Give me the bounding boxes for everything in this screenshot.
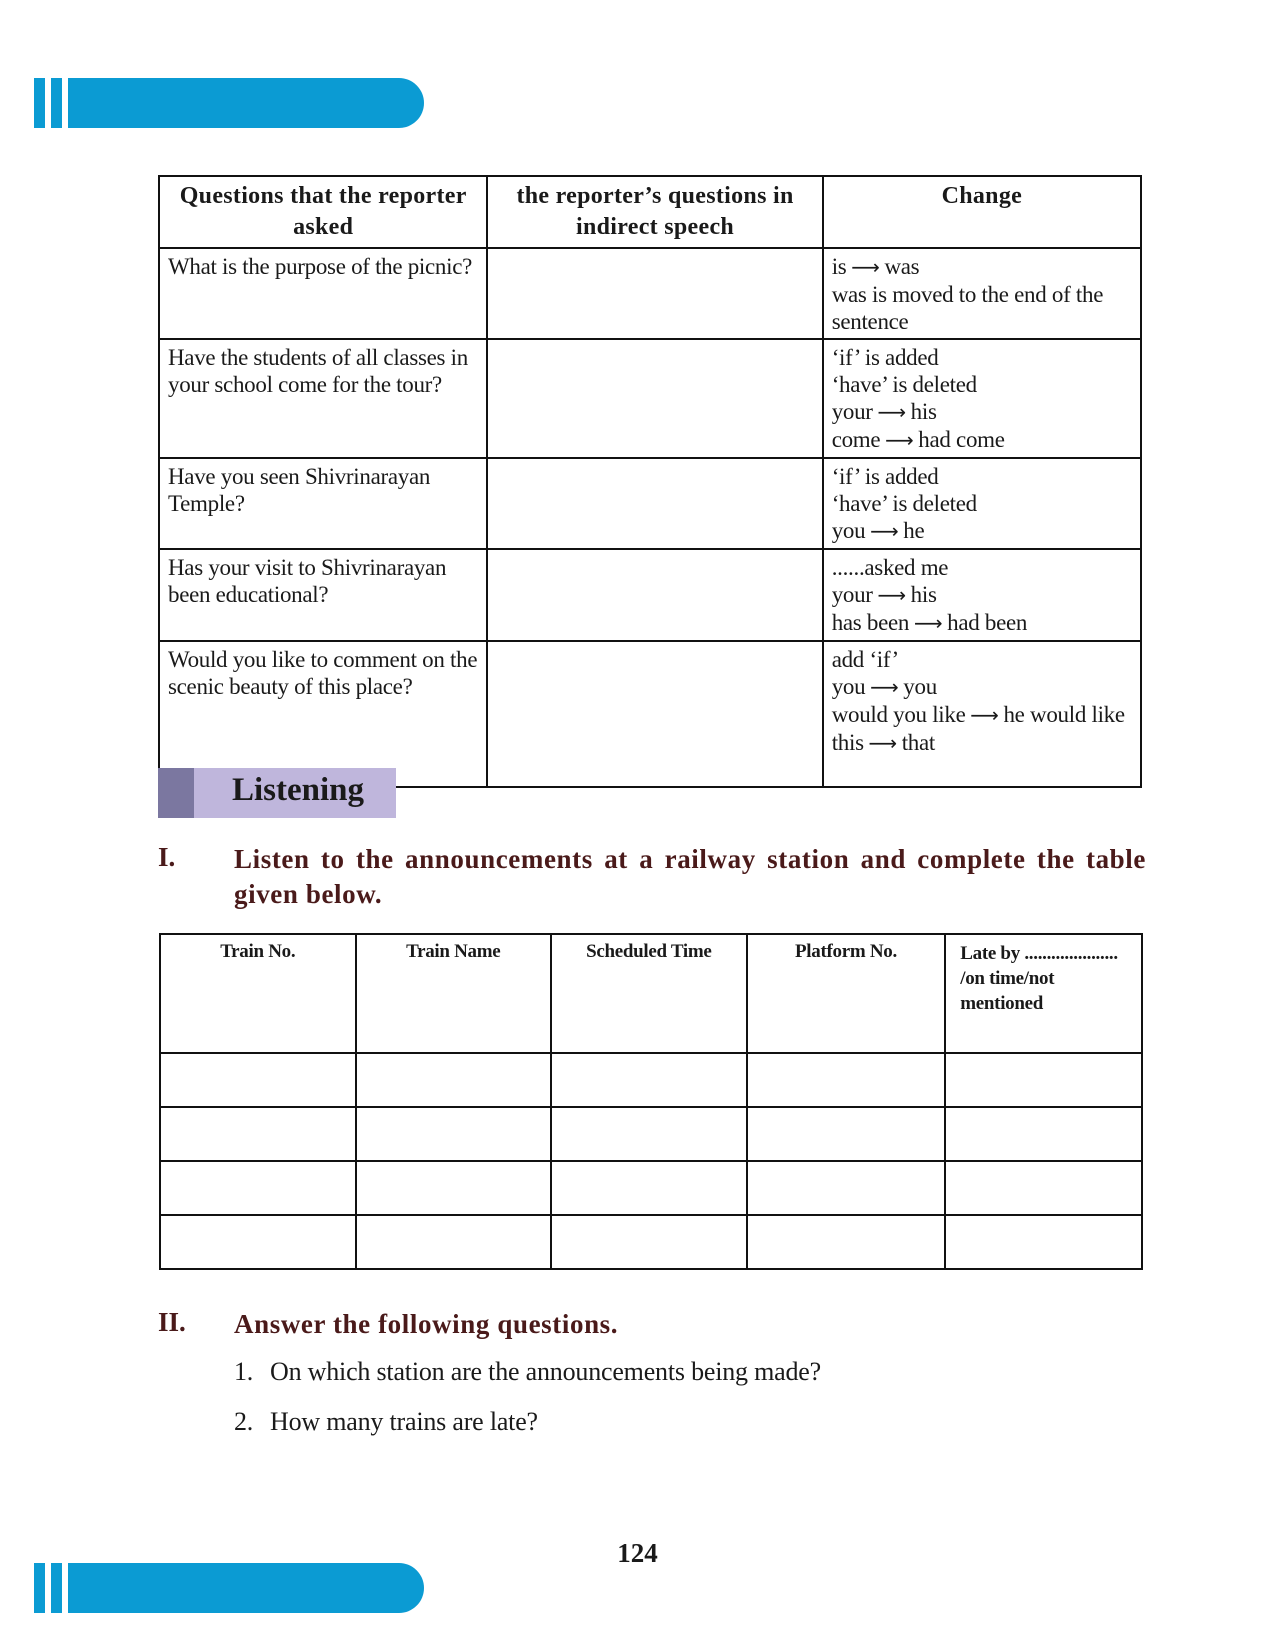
- table-row: [159, 641, 1141, 787]
- blank-cell[interactable]: [160, 1215, 356, 1269]
- change-from: your: [831, 399, 873, 424]
- change-from: this: [831, 730, 864, 755]
- table-body: [159, 248, 1141, 787]
- table-row: [160, 1053, 1142, 1107]
- arrow-right-icon: ⟶: [877, 583, 906, 607]
- change-to: had come: [918, 427, 1005, 452]
- change-line: ‘if’ is added: [831, 464, 939, 489]
- change-cell: [823, 641, 1141, 787]
- column-header: Late by ..................... /on time/not mentioned: [945, 934, 1142, 1053]
- banner-stripe: [51, 1563, 62, 1613]
- indirect-speech-cell[interactable]: [487, 248, 822, 339]
- question-item: [234, 1357, 821, 1387]
- change-line: ‘have’ is deleted: [831, 372, 977, 397]
- blank-cell[interactable]: [747, 1215, 946, 1269]
- change-to: you: [903, 674, 937, 699]
- change-from: your: [831, 582, 873, 607]
- blank-cell[interactable]: [356, 1053, 552, 1107]
- change-from: is: [831, 254, 847, 279]
- change-from: has been: [831, 610, 910, 635]
- question-cell: What is the purpose of the picnic?: [159, 248, 487, 339]
- blank-cell[interactable]: [945, 1161, 1142, 1215]
- column-header: Change: [823, 176, 1141, 248]
- blank-cell[interactable]: [747, 1053, 946, 1107]
- table-row: [160, 1107, 1142, 1161]
- change-line: [832, 673, 1132, 701]
- change-line: ‘if’ is added: [831, 345, 939, 370]
- change-from: would you like: [831, 702, 966, 727]
- change-line: ‘have’ is deleted: [831, 491, 977, 516]
- section-tab-accent: [158, 768, 194, 818]
- indirect-speech-cell[interactable]: [487, 549, 822, 641]
- indirect-speech-table: [158, 175, 1142, 788]
- change-from: come: [831, 427, 881, 452]
- blank-cell[interactable]: [160, 1107, 356, 1161]
- table-row: [160, 1161, 1142, 1215]
- question-number: 2.: [234, 1407, 254, 1436]
- blank-cell[interactable]: [356, 1107, 552, 1161]
- change-line: was is moved to the end of the sentence: [831, 282, 1104, 334]
- change-to: he would like: [1003, 702, 1125, 727]
- change-from: you: [831, 674, 866, 699]
- change-from: you: [831, 518, 866, 543]
- column-header: Train Name: [356, 934, 552, 1053]
- blank-cell[interactable]: [160, 1161, 356, 1215]
- question-item: [234, 1407, 538, 1437]
- change-line: [832, 701, 1132, 729]
- change-to: his: [910, 399, 937, 424]
- arrow-right-icon: ⟶: [868, 731, 897, 755]
- change-line: [832, 609, 1132, 637]
- change-cell: [823, 549, 1141, 641]
- blank-cell[interactable]: [551, 1107, 747, 1161]
- change-to: that: [901, 730, 936, 755]
- blank-cell[interactable]: [551, 1053, 747, 1107]
- arrow-right-icon: ⟶: [870, 519, 899, 543]
- task-number: I.: [158, 842, 176, 872]
- arrow-right-icon: ⟶: [877, 400, 906, 424]
- blank-cell[interactable]: [945, 1215, 1142, 1269]
- table-body: [160, 1053, 1142, 1269]
- table-row: [159, 248, 1141, 339]
- blank-cell[interactable]: [160, 1053, 356, 1107]
- column-header: Platform No.: [747, 934, 946, 1053]
- indirect-speech-cell[interactable]: [487, 339, 822, 458]
- bottom-banner: [34, 1563, 424, 1613]
- change-cell: [823, 248, 1141, 339]
- table-row: [160, 1215, 1142, 1269]
- table-row: [159, 458, 1141, 549]
- blank-cell[interactable]: [356, 1161, 552, 1215]
- blank-cell[interactable]: [747, 1161, 946, 1215]
- change-line: [832, 426, 1132, 454]
- question-number: 1.: [234, 1357, 254, 1386]
- question-cell: Have the students of all classes in your school come for the tour?: [159, 339, 487, 458]
- blank-cell[interactable]: [356, 1215, 552, 1269]
- task-instruction: Listen to the announcements at a railway station and complete the table given below.: [234, 844, 1146, 909]
- blank-cell[interactable]: [945, 1053, 1142, 1107]
- change-to: his: [910, 582, 937, 607]
- change-to: was: [884, 254, 920, 279]
- change-line: [832, 517, 1132, 545]
- page-number: 124: [617, 1538, 658, 1568]
- banner-stripe: [34, 1563, 45, 1613]
- indirect-speech-cell[interactable]: [487, 641, 822, 787]
- column-header: Questions that the reporter asked: [159, 176, 487, 248]
- task-number: II.: [158, 1307, 186, 1337]
- section-title: Listening: [232, 772, 365, 808]
- section-tab: [158, 768, 396, 818]
- arrow-right-icon: ⟶: [851, 255, 880, 279]
- change-line: [832, 398, 1132, 426]
- change-to: had been: [947, 610, 1028, 635]
- change-line: add ‘if’: [831, 647, 899, 672]
- table-row: [159, 549, 1141, 641]
- change-cell: [823, 458, 1141, 549]
- arrow-right-icon: ⟶: [970, 703, 999, 727]
- banner-stripe: [34, 78, 45, 128]
- question-cell: Have you seen Shivrinarayan Temple?: [159, 458, 487, 549]
- column-header: Scheduled Time: [551, 934, 747, 1053]
- question-cell: Has your visit to Shivrinarayan been educational?: [159, 549, 487, 641]
- column-header: Train No.: [160, 934, 356, 1053]
- banner-stripe: [51, 78, 62, 128]
- arrow-right-icon: ⟶: [913, 611, 943, 635]
- change-line: [832, 253, 1132, 281]
- blank-cell[interactable]: [945, 1107, 1142, 1161]
- blank-cell[interactable]: [551, 1161, 747, 1215]
- blank-cell[interactable]: [551, 1215, 747, 1269]
- train-table: [159, 933, 1143, 1270]
- change-cell: [823, 339, 1141, 458]
- banner-bar: [68, 1563, 424, 1613]
- task-instruction: Answer the following questions.: [234, 1309, 619, 1339]
- arrow-right-icon: ⟶: [885, 428, 914, 452]
- indirect-speech-cell[interactable]: [487, 458, 822, 549]
- change-line: [832, 729, 1132, 757]
- question-text: How many trains are late?: [270, 1407, 538, 1436]
- change-line: [832, 581, 1132, 609]
- change-line: ......asked me: [831, 555, 949, 580]
- banner-bar: [68, 78, 424, 128]
- question-cell: Would you like to comment on the scenic beauty of this place?: [159, 641, 487, 787]
- change-to: he: [903, 518, 925, 543]
- column-header: the reporter’s questions in indirect speech: [487, 176, 822, 248]
- table-row: [159, 339, 1141, 458]
- blank-cell[interactable]: [747, 1107, 946, 1161]
- arrow-right-icon: ⟶: [870, 675, 899, 699]
- question-text: On which station are the announcements being made?: [270, 1357, 821, 1386]
- top-banner: [34, 78, 424, 128]
